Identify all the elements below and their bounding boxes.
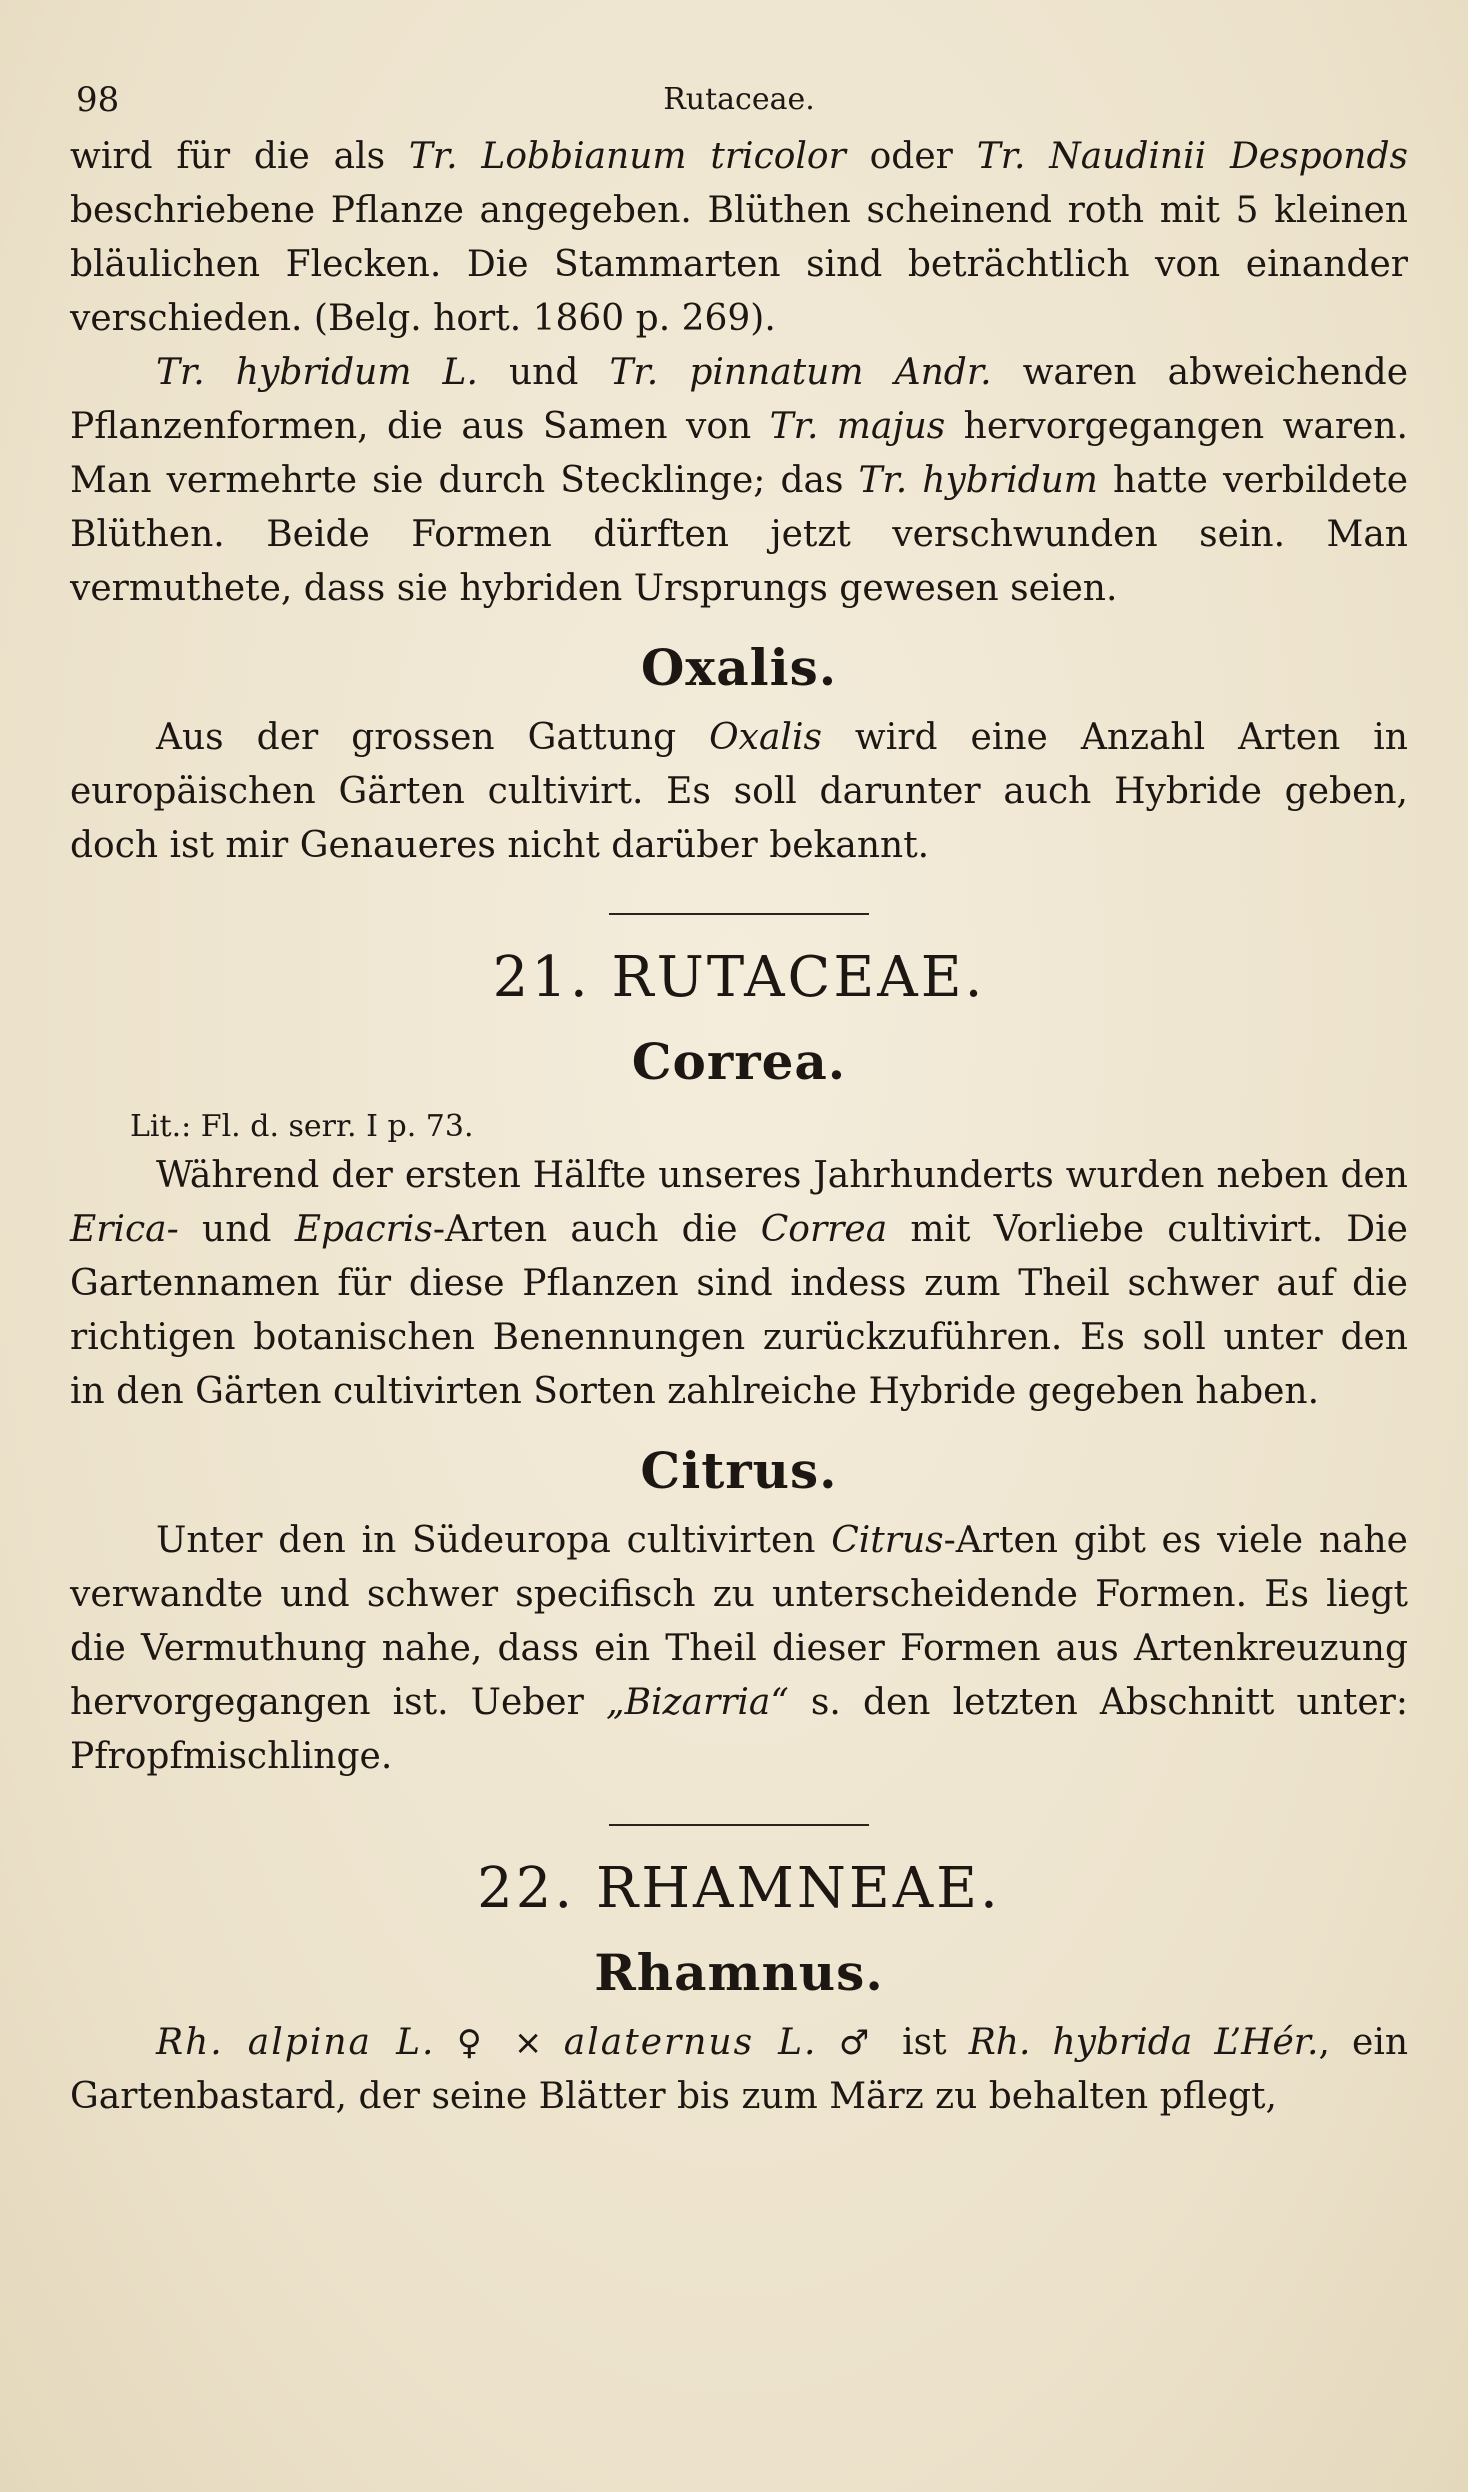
tropaeolum-paragraph-1: wird für die als Tr. Lobbianum tricolor oder Tr. Naudinii Desponds beschriebene Pflanze angegeben. Blüthen scheinend roth mit 5 kleinen bläulichen Flecken. Die Stammarten sind beträchtlich von einander verschieden. (Belg. hort. 1860 p. 269).: [70, 136, 1409, 339]
running-head: [70, 70, 1408, 130]
rutaceae-heading: 21. RUTACEAE.: [492, 945, 986, 1010]
correa-literature: Lit.: Fl. d. serr. I p. 73.: [130, 1109, 474, 1144]
running-title: Rutaceae.: [663, 82, 815, 117]
male-symbol: ♂: [817, 2023, 881, 2063]
tropaeolum-paragraph-2: Tr. hybridum L. und Tr. pinnatum Andr. waren abweichende Pflanzenformen, die aus Samen von Tr. majus hervorgegangen waren. Man vermehrte sie durch Stecklinge; das Tr. hybridum hatte verbildete Blüthen. Beide Formen dürften jetzt verschwunden sein. Man vermuthete, dass sie hybriden Ursprungs gewesen seien.: [70, 352, 1409, 609]
rhamneae-heading: 22. RHAMNEAE.: [477, 1856, 1001, 1921]
correa-heading: Correa.: [631, 1032, 847, 1091]
oxalis-paragraph: Aus der grossen Gattung Oxalis wird eine Anzahl Arten in europäischen Gärten cultivirt. Es soll darunter auch Hybride geben, doch ist mir Genaueres nicht darüber bekannt.: [70, 717, 1408, 866]
oxalis-heading: Oxalis.: [640, 638, 838, 697]
section-divider: [609, 913, 869, 915]
rhamnus-heading: Rhamnus.: [594, 1943, 884, 2002]
page-number: 98: [76, 80, 120, 120]
rhamnus-paragraph: Rh. alpina L. ♀ ⨯ alaternus L. ♂ ist Rh. hybrida L’Hér., ein Gartenbastard, der seine Blätter bis zum März zu behalten pflegt,: [70, 2022, 1409, 2117]
citrus-paragraph: Unter den in Südeuropa cultivirten Citrus-Arten gibt es viele nahe verwandte und schwer specifisch zu unterscheidende Formen. Es liegt die Vermuthung nahe, dass ein Theil dieser Formen aus Artenkreuzung hervorgegangen ist. Ueber „Bizarria“ s. den letzten Abschnitt unter: Pfropfmischlinge.: [70, 1520, 1408, 1777]
cross-symbol: ♀ ⨯: [435, 2023, 564, 2063]
correa-paragraph: Während der ersten Hälfte unseres Jahrhunderts wurden neben den Erica- und Epacris-Arten auch die Correa mit Vorliebe cultivirt. Die Gartennamen für diese Pflanzen sind indess zum Theil schwer auf die richtigen botanischen Benennungen zurückzuführen. Es soll unter den in den Gärten cultivirten Sorten zahlreiche Hybride gegeben haben.: [70, 1155, 1408, 1412]
citrus-heading: Citrus.: [640, 1441, 838, 1500]
section-divider-2: [609, 1824, 869, 1826]
